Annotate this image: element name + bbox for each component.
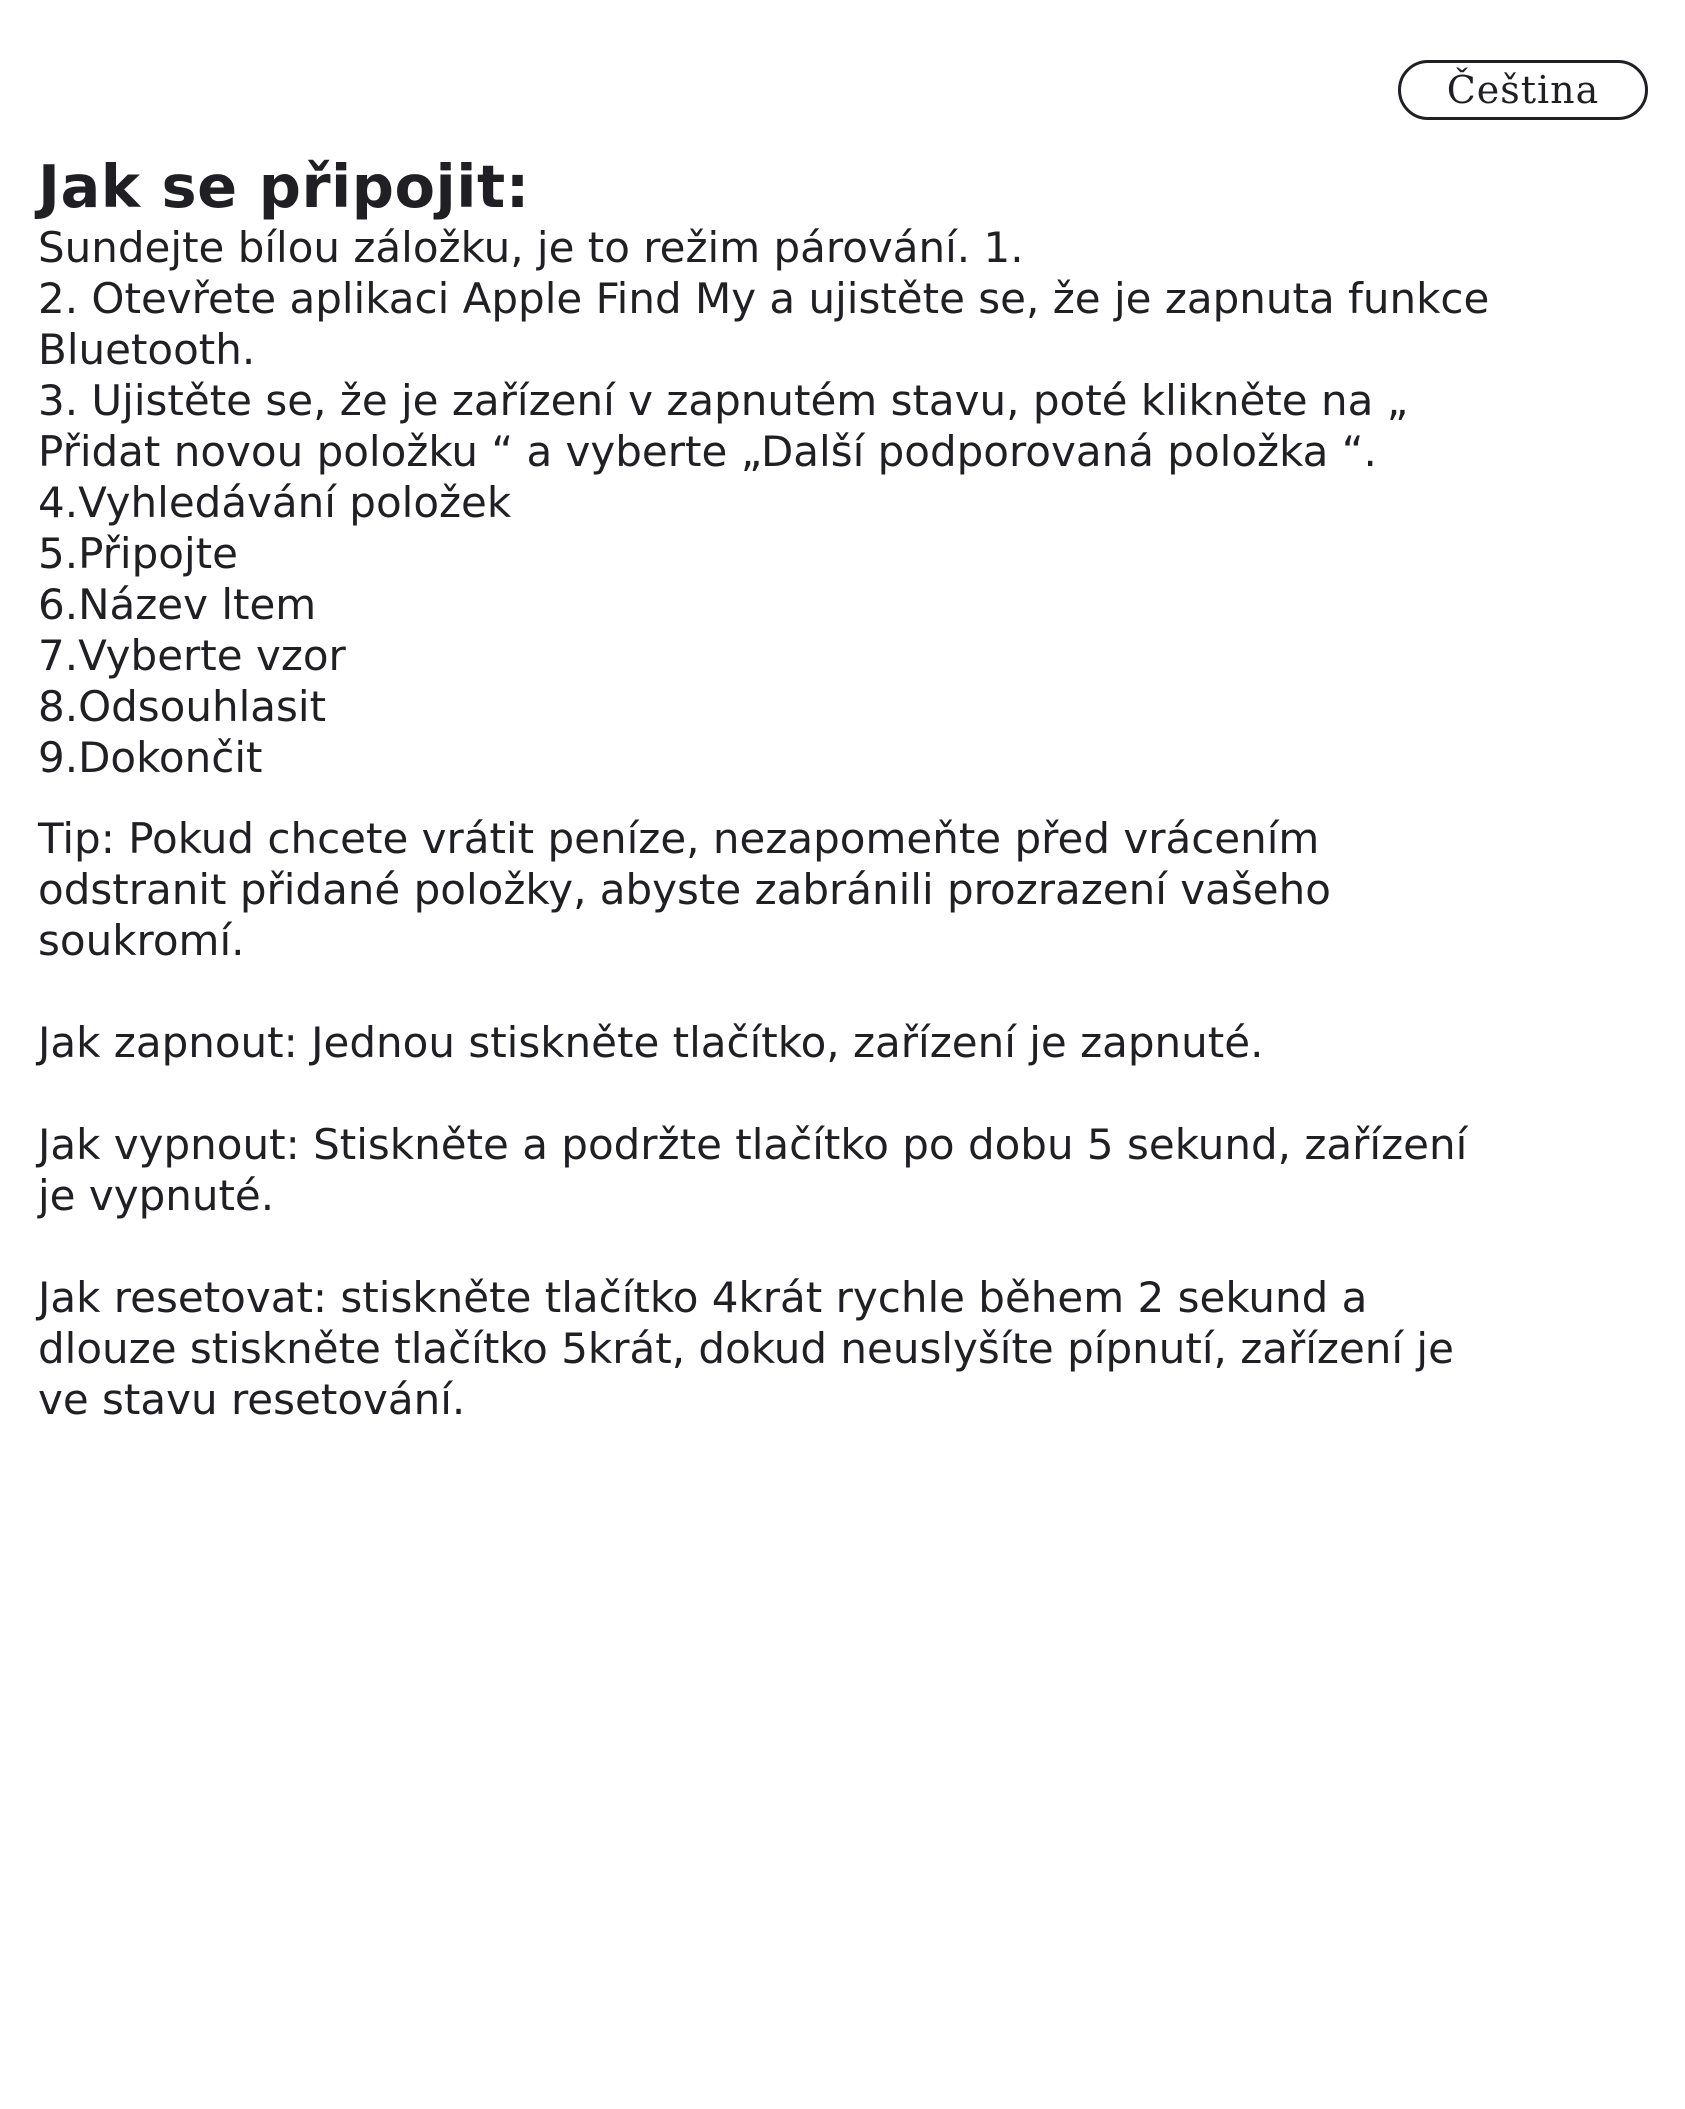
step-line: 6.Název ltem [38,580,317,629]
tip-line: odstranit přidané položky, abyste zabránili prozrazení vašeho [38,865,1331,914]
page-title: Jak se připojit: [38,152,530,221]
power-off-instructions [38,1119,1648,1221]
spacer [38,1221,1648,1272]
step-line: 7.Vyberte vzor [38,631,346,680]
step-line: 5.Připojte [38,529,238,578]
instructions [38,152,1648,1425]
step-line: Sundejte bílou záložku, je to režim párování. 1. [38,223,1024,272]
reset-instructions [38,1272,1648,1425]
tip-line: Tip: Pokud chcete vrátit peníze, nezapomeňte před vrácením [38,814,1320,863]
power-off-line: je vypnuté. [38,1171,275,1220]
tip-line: soukromí. [38,916,245,965]
power-on-instructions: Jak zapnout: Jednou stiskněte tlačítko, zařízení je zapnuté. [38,1018,1264,1067]
step-line: 4.Vyhledávání položek [38,478,512,527]
step-line: 8.Odsouhlasit [38,682,327,731]
spacer [38,1068,1648,1119]
spacer [38,783,1648,813]
reset-line: Jak resetovat: stiskněte tlačítko 4krát rychle během 2 sekund a [38,1273,1368,1322]
reset-line: dlouze stiskněte tlačítko 5krát, dokud neuslyšíte pípnutí, zařízení je [38,1324,1454,1373]
reset-line: ve stavu resetování. [38,1375,466,1424]
step-line: Přidat novou položku “ a vyberte „Další podporovaná položka “. [38,427,1377,476]
tip-paragraph [38,813,1648,966]
step-line: 2. Otevřete aplikaci Apple Find My a ujistěte se, že je zapnuta funkce [38,274,1490,323]
step-line: Bluetooth. [38,325,256,374]
spacer [38,966,1648,1017]
step-line: 9.Dokončit [38,733,263,782]
connection-steps [38,222,1648,783]
step-line: 3. Ujistěte se, že je zařízení v zapnutém stavu, poté klikněte na „ [38,376,1409,425]
language-badge: Čeština [1398,60,1648,120]
power-off-line: Jak vypnout: Stiskněte a podržte tlačítko po dobu 5 sekund, zařízení [38,1120,1468,1169]
